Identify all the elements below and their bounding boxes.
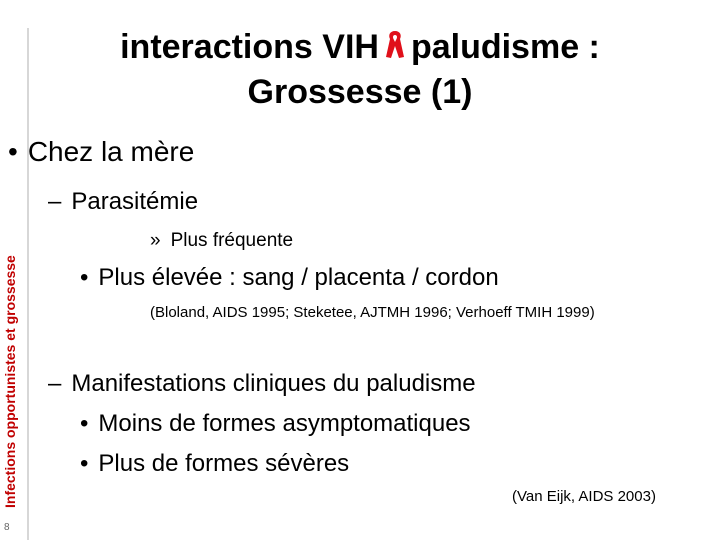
- aids-ribbon-icon: [383, 27, 407, 72]
- side-divider: [27, 28, 29, 540]
- side-banner-text: Infections opportunistes et grossesse: [2, 255, 18, 508]
- bullet-mother: • Chez la mère: [8, 136, 195, 167]
- sub-more-severe: • Plus de formes sévères: [80, 450, 350, 477]
- sub-more-frequent: » Plus fréquente: [150, 230, 294, 251]
- sub-clinical: – Manifestations cliniques du paludisme: [48, 370, 476, 397]
- page-number: 8: [4, 522, 10, 533]
- reference-1: (Bloland, AIDS 1995; Steketee, AJTMH 1996; Verhoeff TMIH 1999): [150, 304, 595, 321]
- title-part1: interactions VIH: [120, 28, 379, 66]
- sub-fewer-asymptomatic: • Moins de formes asymptomatiques: [80, 410, 471, 437]
- title-line2: Grossesse (1): [247, 73, 473, 112]
- title-part2: paludisme :: [410, 28, 600, 66]
- slide-title: [40, 26, 680, 114]
- sub-parasitemia: – Parasitémie: [48, 188, 199, 215]
- sub-higher: • Plus élevée : sang / placenta / cordon: [80, 264, 499, 291]
- reference-2: (Van Eijk, AIDS 2003): [512, 488, 656, 505]
